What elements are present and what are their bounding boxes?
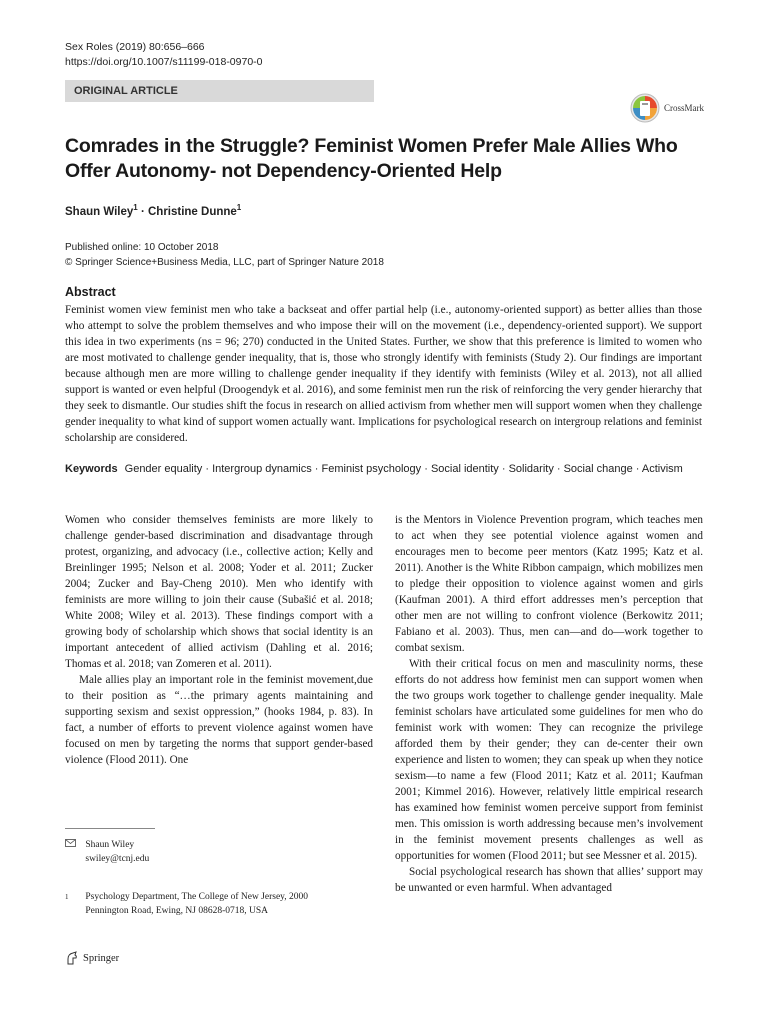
published-date: Published online: 10 October 2018 — [65, 242, 219, 253]
doi-link[interactable]: https://doi.org/10.1007/s11199-018-0970-0 — [65, 56, 263, 68]
article-title: Comrades in the Struggle? Feminist Women Prefer Male Allies Who Offer Autonomy- not Dependency-Oriented Help — [65, 135, 678, 182]
publication-info — [65, 240, 384, 270]
keywords — [65, 463, 683, 475]
affiliation-footnote — [65, 890, 308, 918]
body-paragraph: Social psychological research has shown that allies’ support may be unwanted or even harmful. When advantaged — [395, 866, 703, 894]
keywords-list: Gender equality · Intergroup dynamics · Feminist psychology · Social identity · Solidarity · Social change · Activism — [124, 463, 683, 475]
affiliation-line: Psychology Department, The College of New Jersey, 2000 — [85, 892, 309, 902]
abstract-heading: Abstract — [65, 285, 116, 299]
journal-info — [65, 40, 263, 70]
crossmark-badge[interactable] — [630, 93, 704, 123]
article-type-banner: ORIGINAL ARTICLE — [65, 80, 374, 102]
body-paragraph: Male allies play an important role in the feminist movement,due to their position as “…the primary agents maintaining and supporting sexism and sexist oppression,” (hooks 1984, p. 83). In fact, a number of efforts to prevent violence against women have focused on men by targeting the norms that support gender-based violence (Flood 2011). One — [65, 674, 373, 766]
envelope-icon — [65, 838, 83, 852]
keywords-label: Keywords — [65, 463, 118, 475]
springer-horse-icon — [65, 951, 79, 965]
affiliation-line: Pennington Road, Ewing, NJ 08628-0718, USA — [85, 906, 268, 916]
author-affil-sup: 1 — [236, 203, 242, 212]
body-paragraph: is the Mentors in Violence Prevention program, which teaches men to act when they see potential violence against women and encourages men to become peer mentors (Katz 1995; Katz et al. 2011). Another is the White Ribbon campaign, which mobilizes men to pledge their opposition to violence against women and girls (Kaufman 2001). A third effort addresses men’s perception that other men are not willing to confront violence (Berkowitz 2011; Fabiano et al. 2003). Thus, men can—and do—work together to combat sexism. — [395, 514, 703, 654]
footnote-divider — [65, 828, 155, 829]
author-list — [65, 203, 241, 218]
crossmark-label: CrossMark — [664, 103, 704, 113]
body-column-left — [65, 512, 373, 768]
abstract-text: Feminist women view feminist men who take a backseat and offer partial help (i.e., autonomy-oriented support) as better allies than those who attempt to solve the problem themselves and who impose their will on the movement (i.e., dependency-oriented support). We support this idea in two experiments (ns = 96; 270) conducted in the United States. Further, we show that this preference is limited to women who are most motivated to challenge gender inequality, that is, those who strongly identify with feminists (Study 2). Our findings are important because although men are more willing to challenge gender inequality if they identify with feminists (Wiley et al. 2013), not all allied support is wanted or even helpful (Droogendyk et al. 2016), and some feminist men run the risk of reinforcing the very gender hierarchy that they seek to dismantle. Our studies shift the focus in research on allied activism from whether men will support women when they challenge gender inequality to what kind of support women actually want. Implications for psychological research on intergroup relations and feminist scholarship are considered. — [65, 304, 702, 444]
affiliation-number: 1 — [65, 893, 69, 901]
publisher-footer — [65, 951, 119, 965]
contact-email[interactable]: swiley@tcnj.edu — [85, 854, 150, 864]
publisher-name: Springer — [83, 952, 120, 964]
author-name[interactable]: Christine Dunne — [147, 205, 237, 218]
copyright-notice: © Springer Science+Business Media, LLC, part of Springer Nature 2018 — [65, 257, 384, 268]
crossmark-icon — [630, 93, 660, 123]
author-separator: · — [140, 205, 145, 218]
journal-citation: Sex Roles (2019) 80:656–666 — [65, 41, 205, 53]
contact-name: Shaun Wiley — [85, 840, 135, 850]
author-affil-sup: 1 — [133, 203, 138, 212]
corresponding-author — [65, 838, 149, 866]
author-name[interactable]: Shaun Wiley — [65, 205, 134, 218]
body-paragraph: With their critical focus on men and masculinity norms, these efforts do not address how feminist men can support women when the two groups work together to challenge gender inequality. Male feminist scholars have articulated some guidelines for men who do feminist work with women: They can recognize the privilege afforded them by their gender; they can de-center their own experience and listen to women; they can speak up when they notice sexism—to name a few (Flood 2011; Katz et al. 2011; Kaufman 2001; Kimmel 2016). However, relatively little empirical research has examined how feminist women perceive support from feminist men. This omission is worth addressing because men’s involvement in the feminist movement presents challenges as well as opportunities for women (Flood 2011; but see Messner et al. 2015). — [395, 658, 703, 862]
body-paragraph: Women who consider themselves feminists are more likely to challenge gender-based discrimination and disadvantage through protest, organizing, and advocacy (i.e., collective action; Kelly and Breinlinger 1995; Nelson et al. 2008; Yoder et al. 2011; Zucker 2004; Zucker and Bay-Cheng 2010). Men who identify with feminists are more willing to join their cause (Subašić et al. 2018; White 2008; Wiley et al. 2013). These findings comport with a growing body of scholarship which shows that social identity is an important antecedent of allied activism (Dahling et al. 2016; Thomas et al. 2018; van Zomeren et al. 2011). — [65, 514, 373, 670]
body-column-right — [395, 512, 703, 896]
